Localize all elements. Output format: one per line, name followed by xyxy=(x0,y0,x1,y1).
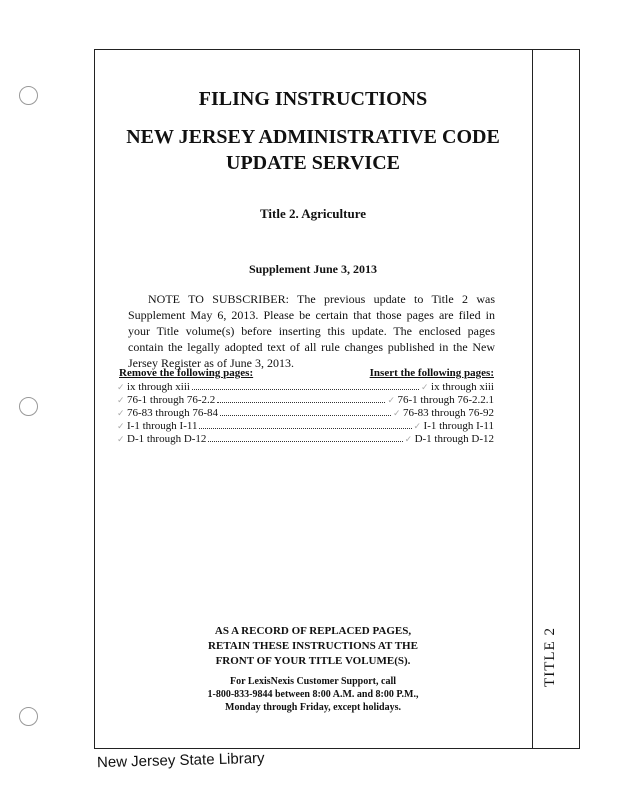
code-title-line2: UPDATE SERVICE xyxy=(226,152,400,174)
record-line: RETAIN THESE INSTRUCTIONS AT THE xyxy=(208,640,418,652)
insert-range: I-1 through I-11 xyxy=(423,420,494,432)
check-mark-icon: ✓ xyxy=(117,421,125,431)
dot-leader xyxy=(192,389,419,390)
check-mark-icon: ✓ xyxy=(404,434,413,444)
page-title: FILING INSTRUCTIONS xyxy=(198,88,428,110)
record-line: AS A RECORD OF REPLACED PAGES, xyxy=(214,625,412,637)
support-line: Monday through Friday, except holidays. xyxy=(225,702,401,713)
page-list xyxy=(117,381,494,446)
tab-label: TITLE 2 xyxy=(542,627,558,687)
record-notice xyxy=(94,624,532,669)
binder-hole-bottom xyxy=(19,707,38,726)
support-line: For LexisNexis Customer Support, call xyxy=(229,676,396,687)
binder-hole-middle xyxy=(19,397,38,416)
check-mark-icon: ✓ xyxy=(117,382,125,392)
page-row xyxy=(117,420,494,433)
title-subject: Title 2. Agriculture xyxy=(259,206,367,221)
insert-range: 76-83 through 76-92 xyxy=(402,407,494,419)
check-mark-icon: ✓ xyxy=(117,434,125,444)
dot-leader xyxy=(199,428,411,429)
page-row xyxy=(117,381,494,394)
insert-range: D-1 through D-12 xyxy=(414,433,494,445)
remove-range: D-1 through D-12 xyxy=(127,433,207,445)
remove-range: 76-83 through 76-84 xyxy=(127,407,219,419)
remove-header: Remove the following pages: xyxy=(119,367,254,379)
check-mark-icon: ✓ xyxy=(392,408,401,418)
support-line: 1-800-833-9844 between 8:00 A.M. and 8:00 P.M., xyxy=(207,689,419,700)
page-row xyxy=(117,407,494,420)
check-mark-icon: ✓ xyxy=(117,408,125,418)
insert-header: Insert the following pages: xyxy=(369,367,494,379)
code-title xyxy=(94,124,532,176)
insert-range: 76-1 through 76-2.2.1 xyxy=(397,394,494,406)
check-mark-icon: ✓ xyxy=(117,395,125,405)
supplement-date: Supplement June 3, 2013 xyxy=(248,262,378,276)
remove-range: I-1 through I-11 xyxy=(127,420,198,432)
subscriber-note: NOTE TO SUBSCRIBER: The previous update to Title 2 was Supplement May 6, 2013. Please be certain that those pages are filed in your Title volume(s) before inserting this update. The enclosed pages contain the legally adopted text of all rule changes published in the New Jersey Register as of June 3, 2013. xyxy=(128,292,495,370)
page-row xyxy=(117,433,494,446)
page-row xyxy=(117,394,494,407)
code-title-line1: NEW JERSEY ADMINISTRATIVE CODE xyxy=(126,126,500,148)
dot-leader xyxy=(217,402,385,403)
check-mark-icon: ✓ xyxy=(421,382,429,392)
customer-support xyxy=(94,675,532,714)
check-mark-icon: ✓ xyxy=(413,421,422,431)
dot-leader xyxy=(220,415,391,416)
remove-range: 76-1 through 76-2.2 xyxy=(127,394,216,406)
check-mark-icon: ✓ xyxy=(387,395,395,405)
library-stamp: New Jersey State Library xyxy=(96,749,265,772)
remove-range: ix through xiii xyxy=(127,381,190,393)
record-line: FRONT OF YOUR TITLE VOLUME(S). xyxy=(215,655,411,667)
binder-hole-top xyxy=(19,86,38,105)
dot-leader xyxy=(208,441,402,442)
insert-range: ix through xiii xyxy=(431,381,494,393)
